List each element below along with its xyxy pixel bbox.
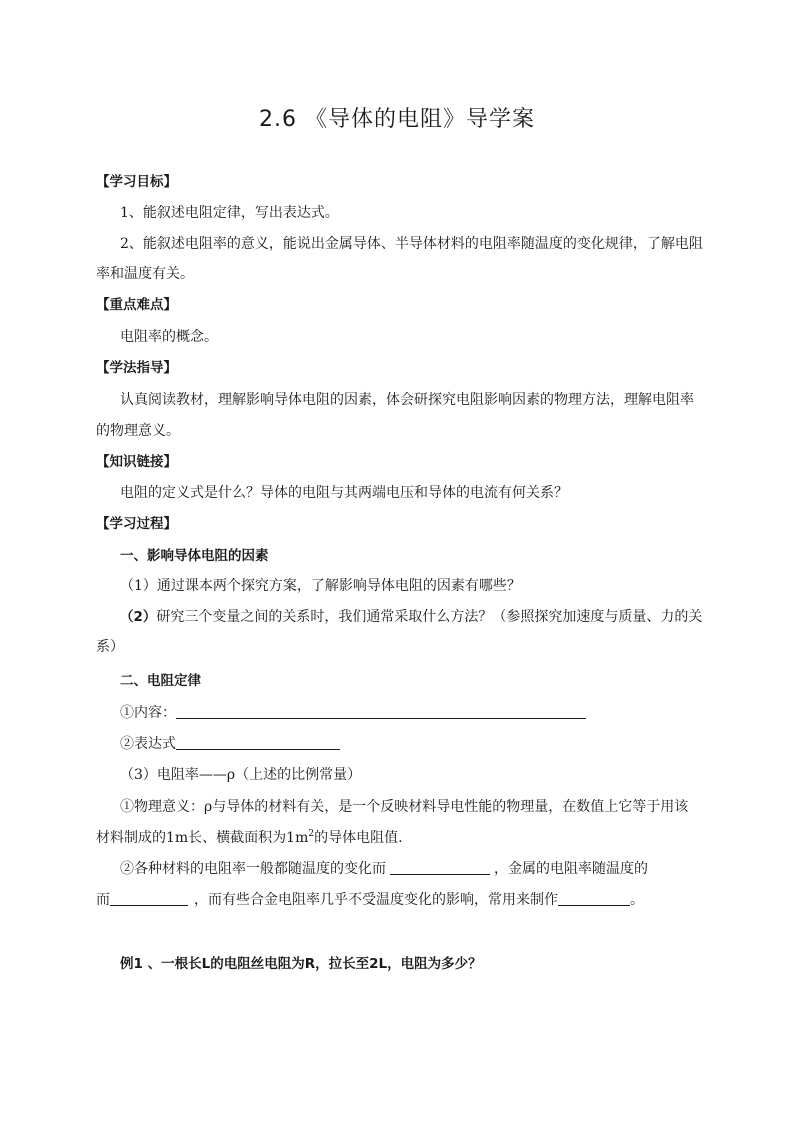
question-2-number: （2） [120,609,157,625]
temperature-text-c: 而 [96,892,110,908]
section-heading-method: 【学法指导】 [96,360,177,376]
content-label: ①内容： [120,705,176,721]
temperature-blank-3[interactable] [558,890,630,906]
resistivity-line: （3）电阻率——ρ（上述的比例常量） [120,767,362,783]
temperature-blank-2[interactable] [110,890,188,906]
formula-row [120,734,706,754]
physical-meaning-text-b: 的导体电阻值. [314,830,403,846]
formula-answer-blank[interactable] [176,734,340,750]
temperature-text-e: 。 [630,892,644,908]
section-heading-process: 【学习过程】 [96,516,177,532]
physical-meaning-line-1: ①物理意义：ρ与导体的材料有关，是一个反映材料导电性能的物理量，在数值上它等于用该 [120,799,689,815]
physical-meaning-text-a: 材料制成的1m长、横截面积为1m [96,830,309,846]
goal-2-line-1: 2、能叙述电阻率的意义，能说出金属导体、半导体材料的电阻率随温度的变化规律，了解电阻 [120,236,703,252]
section-heading-key-points: 【重点难点】 [96,297,177,313]
section-heading-knowledge-link: 【知识链接】 [96,454,177,470]
question-2-line-1 [120,607,706,627]
knowledge-link-text: 电阻的定义式是什么？导体的电阻与其两端电压和导体的电流有何关系？ [120,485,568,501]
question-2-text: 研究三个变量之间的关系时，我们通常采取什么方法？（参照探究加速度与质量、力的关 [156,609,703,625]
temperature-line-1 [120,859,706,879]
physical-meaning-line-2 [96,828,706,848]
goal-2-line-2: 率和温度有关。 [96,266,194,282]
method-line-1: 认真阅读教材，理解影响导体电阻的因素，体会研探究电阻影响因素的物理方法，理解电阻率 [120,392,694,408]
part-2-heading: 二、电阻定律 [120,673,201,689]
temperature-blank-1[interactable] [390,859,490,875]
temperature-text-d: ，而有些合金电阻率几乎不受温度变化的影响，常用来制作 [194,892,558,908]
method-line-2: 的物理意义。 [96,423,180,439]
area-exponent: 2 [308,829,315,839]
key-points-text: 电阻率的概念。 [120,329,218,345]
question-2-line-2: 系） [96,639,124,655]
formula-label: ②表达式 [120,736,176,752]
part-1-heading: 一、影响导体电阻的因素 [120,548,269,564]
goal-1: 1、能叙述电阻定律，写出表达式。 [120,205,339,221]
content-answer-blank[interactable] [176,703,586,719]
temperature-text-a: ②各种材料的电阻率一般都随温度的变化而 [120,861,386,877]
content-row [120,703,706,723]
example-1: 例1 、一根长L的电阻丝电阻为R，拉长至2L，电阻为多少？ [120,956,482,972]
temperature-text-b: ，金属的电阻率随温度的 [494,861,648,877]
temperature-line-2 [96,890,706,910]
page-title: 2.6 《导体的电阻》导学案 [259,107,535,132]
section-heading-goals: 【学习目标】 [96,174,177,190]
question-1: （1）通过课本两个探究方案，了解影响导体电阻的因素有哪些？ [120,578,521,594]
